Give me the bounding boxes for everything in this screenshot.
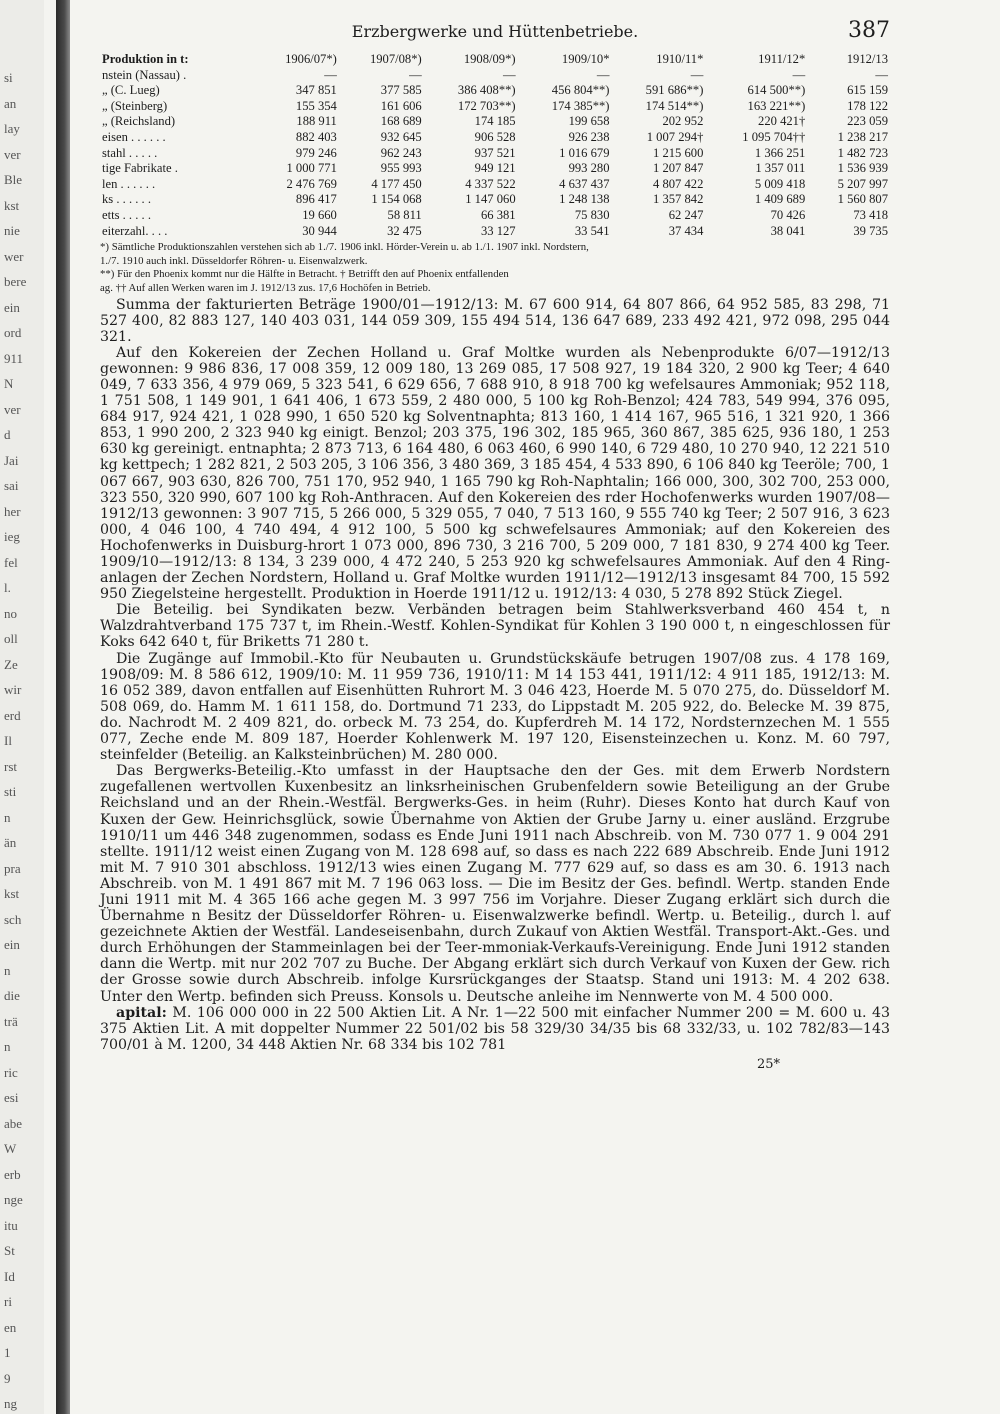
gutter-fragment: Ze xyxy=(4,656,18,672)
row-label: „ (Steinberg) xyxy=(102,98,168,113)
table-cell: 199 658 xyxy=(568,114,610,129)
row-label: „ (Reichsland) xyxy=(102,114,176,129)
gutter-fragment: itu xyxy=(4,1217,18,1233)
paragraph xyxy=(100,651,890,764)
row-label: etts . . . . . xyxy=(102,207,151,222)
table-cell: 937 521 xyxy=(474,145,516,160)
gutter-fragment: 911 xyxy=(4,350,24,366)
gutter-fragment: 9 xyxy=(4,1370,11,1386)
table-cell: 32 475 xyxy=(387,223,422,238)
gutter-fragment: esi xyxy=(4,1090,19,1105)
table-cell: 58 811 xyxy=(387,207,422,222)
paragraph-text: M. 106 000 000 in 22 500 Aktien Lit. A Nr. 1—22 500 mit einfacher Nummer 200 = M. 600 u. 43 375 Aktien Lit. A mit doppelter Nummer 22 501/02 bis 58 329/30 34/35 bis 68 332/33, u. 102 782/83—143 700/01 à M. 1200, 34 448 Aktien Nr. 68 334 bis 102 781 xyxy=(100,1004,890,1053)
table-cell: 1 409 689 xyxy=(754,192,806,207)
row-label: stahl . . . . . xyxy=(102,145,158,160)
paragraph xyxy=(100,602,890,650)
gutter-fragment: erd xyxy=(4,707,21,723)
footnotes xyxy=(100,241,890,294)
table-cell: 4 637 437 xyxy=(559,176,610,191)
gutter-fragment: lay xyxy=(4,121,20,136)
paragraph-text: Die Beteilig. bei Syndikaten bezw. Verbänden betragen beim Stahlwerksverband 460 454 t, n Walzdrahtverband 175 737 t, im Rhein.-Westf. Kohlen-Syndikat für Kohlen 3 190 000 t, n eingeschlossen für Koks 642 640 t, für Briketts 71 280 t. xyxy=(100,602,890,651)
gutter-fragment: her xyxy=(4,503,21,519)
gutter-fragment: ieg xyxy=(4,529,20,544)
table-cell: 1 248 138 xyxy=(559,192,610,207)
gutter-fragment: nie xyxy=(4,223,20,238)
table-cell: 38 041 xyxy=(770,223,806,238)
signature-mark: 25* xyxy=(756,1056,780,1072)
table-cell: 4 337 522 xyxy=(465,176,516,191)
table-row xyxy=(100,114,890,130)
table-cell: 1 147 060 xyxy=(465,192,516,207)
table-cell: 926 238 xyxy=(568,129,610,144)
production-column-header: 1908/09*) xyxy=(463,52,516,66)
table-cell: 1 000 771 xyxy=(286,161,337,176)
gutter-fragment: rst xyxy=(4,758,17,774)
table-cell: 155 354 xyxy=(295,98,337,113)
footnote: 1./7. 1910 auch inkl. Düsseldorfer Röhren- u. Eisenwalzwerk. xyxy=(100,254,368,267)
gutter-fragment: ver xyxy=(4,146,21,162)
table-cell: 1 366 251 xyxy=(754,145,806,160)
production-column-header: 1911/12* xyxy=(758,52,806,66)
body-text xyxy=(100,297,890,1053)
table-cell: 4 177 450 xyxy=(371,176,422,191)
table-cell: 932 645 xyxy=(380,129,422,144)
row-label: eiterzahl. . . . xyxy=(102,223,168,238)
table-cell: 1 016 679 xyxy=(559,145,610,160)
table-cell: 161 606 xyxy=(380,98,422,113)
table-cell: 73 418 xyxy=(853,207,888,222)
table-row xyxy=(100,99,890,115)
production-table-header xyxy=(100,52,890,68)
table-cell: 66 381 xyxy=(480,207,516,222)
table-row xyxy=(100,83,890,99)
table-cell: — xyxy=(792,67,806,82)
gutter-fragment: St xyxy=(4,1243,15,1258)
gutter-fragment: ri xyxy=(4,1294,12,1309)
table-row xyxy=(100,224,890,240)
table-cell: 993 280 xyxy=(568,161,610,176)
table-cell: 75 830 xyxy=(574,207,610,222)
production-table xyxy=(100,52,890,239)
gutter-fragment: en xyxy=(4,1319,17,1335)
gutter-fragment: n xyxy=(4,1039,11,1054)
gutter-fragment: n xyxy=(4,809,11,825)
gutter-fragment: si xyxy=(4,70,13,85)
gutter-fragment: W xyxy=(4,1141,17,1156)
gutter-fragment: die xyxy=(4,988,20,1003)
table-row xyxy=(100,192,890,208)
table-cell: 962 243 xyxy=(380,145,422,160)
gutter-fragment: nge xyxy=(4,1192,23,1207)
gutter-fragment: än xyxy=(4,835,17,850)
gutter-fragment: n xyxy=(4,962,11,978)
table-cell: — xyxy=(875,67,888,82)
gutter-fragment: ver xyxy=(4,401,21,417)
table-cell: 896 417 xyxy=(295,192,337,207)
table-cell: 62 247 xyxy=(668,207,704,222)
table-cell: 2 476 769 xyxy=(286,176,337,191)
table-cell: 979 246 xyxy=(295,145,337,160)
table-cell: 1 154 068 xyxy=(371,192,422,207)
footnote: *) Sämtliche Produktionszahlen verstehen sich ab 1./7. 1906 inkl. Hörder-Verein u. ab 1./1. 1907 inkl. Nordstern, xyxy=(100,241,589,254)
table-cell: 1 536 939 xyxy=(837,161,888,176)
table-cell: 163 221**) xyxy=(747,98,806,113)
gutter-fragment: an xyxy=(4,95,17,111)
gutter-fragment: abe xyxy=(4,1115,23,1131)
book-fold-shadow xyxy=(56,0,70,1414)
running-title: Erzbergwerke und Hüttenbetriebe. xyxy=(351,22,639,41)
gutter-fragment: N xyxy=(4,376,14,391)
footnote: **) Für den Phoenix kommt nur die Hälfte in Betracht. † Betrifft den auf Phoenix entfallenden xyxy=(100,268,509,281)
table-cell: 220 421† xyxy=(758,114,806,129)
gutter-fragment: fel xyxy=(4,554,18,570)
gutter-fragment: l. xyxy=(4,580,11,595)
table-cell: 174 385**) xyxy=(551,98,610,113)
table-cell: 37 434 xyxy=(668,223,704,238)
table-cell: 202 952 xyxy=(662,114,704,129)
table-cell: 188 911 xyxy=(296,114,337,129)
page-number: 387 xyxy=(848,18,890,43)
row-label: len . . . . . . xyxy=(102,176,156,191)
table-cell: 614 500**) xyxy=(747,83,806,98)
table-cell: 1 482 723 xyxy=(837,145,888,160)
row-label: tige Fabrikate . xyxy=(102,161,178,176)
table-cell: 39 735 xyxy=(853,223,888,238)
paragraph-text: Die Zugänge auf Immobil.-Kto für Neubauten u. Grundstückskäufe betrugen 1907/08 zus. 4 178 169, 1908/09: M. 8 586 612, 1909/10: M. 11 959 736, 1910/11: M 14 153 441, 1911/12: 4 911 185, 1912/13: M. 16 052 389, davon entfallen auf Eisenhütten Ruhrort M. 3 046 423, Hoerde M. 5 070 275, do. Düsseldorf M. 508 069, do. Hamm M. 1 611 158, do. Dortmund 71 233, do Lippstadt M. 205 922, do. Belecke M. 39 875, do. Nachrodt M. 2 409 821, do. orbeck M. 73 254, do. Kupferdreh M. 14 172, Nordsternzechen M. 1 555 077, Zeche ende M. 809 187, Hoerder Kohlenwerk M. 197 120, Eisensteinzechen u. Konz. M. 60 797, steinfelder (Beteilig. an Kalksteinbrüchen) M. 280 000. xyxy=(100,650,890,764)
table-row xyxy=(100,208,890,224)
left-page-gutter xyxy=(0,0,44,1414)
table-cell: 5 207 997 xyxy=(837,176,888,191)
gutter-fragment: sti xyxy=(4,784,17,799)
table-cell: 1 007 294† xyxy=(646,129,704,144)
paragraph xyxy=(100,763,890,1004)
table-cell: 1 207 847 xyxy=(653,161,704,176)
paragraph xyxy=(100,297,890,345)
table-cell: 30 944 xyxy=(302,223,337,238)
table-cell: 1 238 217 xyxy=(837,129,888,144)
table-row xyxy=(100,161,890,177)
table-cell: 882 403 xyxy=(295,129,337,144)
gutter-fragment: wer xyxy=(4,248,24,264)
table-cell: 19 660 xyxy=(302,207,337,222)
gutter-fragment: Jai xyxy=(4,452,19,468)
table-cell: 386 408**) xyxy=(457,83,516,98)
table-cell: 168 689 xyxy=(380,114,422,129)
table-cell: — xyxy=(324,67,337,82)
gutter-fragment: Id xyxy=(4,1268,15,1284)
production-column-header: 1906/07*) xyxy=(285,52,337,66)
gutter-fragment: Il xyxy=(4,733,12,748)
row-label: „ (C. Lueg) xyxy=(102,83,160,98)
paragraph-text: Auf den Kokereien der Zechen Holland u. Graf Moltke wurden als Nebenprodukte 6/07—1912/13 gewonnen: 9 986 836, 17 008 359, 12 009 180, 13 269 085, 17 508 927, 19 184 320, 2 900 kg Teer; 4 640 049, 7 633 356, 4 979 069, 5 323 541, 6 629 656, 7 688 910, 8 918 700 kg wefelsaures Ammoniak; 952 118, 1 751 508, 1 149 901, 1 641 406, 1 673 559, 2 480 000, 5 100 kg Roh-Benzol; 424 783, 549 994, 376 095, 684 917, 924 421, 1 028 990, 1 650 520 kg Solventnaphta; 813 160, 1 414 167, 965 516, 1 321 920, 1 366 853, 1 990 200, 2 323 940 kg einigt. Benzol; 203 375, 196 302, 185 965, 360 867, 385 625, 936 180, 1 253 630 kg gereinigt. entnaphta; 2 873 713, 6 164 480, 6 063 460, 6 990 140, 6 729 480, 10 270 940, 12 221 510 kg kettpech; 1 282 821, 2 503 205, 3 106 356, 3 480 369, 3 185 454, 4 533 890, 6 106 840 kg Teeröle; 700, 1 067 667, 903 630, 826 700, 751 170, 952 940, 1 165 790 kg Roh-Naphtalin; 166 000, 300, 302 700, 253 000, 323 550, 320 990, 607 100 kg Roh-Anthracen. Auf den Kokereien des rder Hochofenwerks wurden 1907/08—1912/13 gewonnen: 3 907 715, 5 266 000, 5 329 055, 7 040, 7 513 160, 9 555 740 kg Teer; 2 507 916, 3 623 000, 4 046 100, 4 740 494, 4 912 100, 5 500 kg schwefelsaures Ammoniak; auf den Kokereien des Hochofenwerks in Duisburg-hrort 1 073 000, 896 730, 3 216 700, 5 209 000, 7 181 830, 9 274 400 kg Teer. 1909/10—1912/13: 8 134, 3 239 000, 4 472 240, 5 253 920 kg schwefelsaures Ammoniak. Auf den 4 Ring-anlagen der Zechen Nordstern, Holland u. Graf Moltke wurden 1911/12—1912/13 insgesamt 84 700, 15 592 950 Ziegelsteine hergestellt. Produktion in Hoerde 1911/12 u. 1912/13: 4 030, 5 278 892 Stück Ziegel. xyxy=(100,344,890,603)
gutter-fragment: ein xyxy=(4,299,20,315)
gutter-fragment: sch xyxy=(4,911,22,927)
table-cell: — xyxy=(690,67,704,82)
table-cell: 172 703**) xyxy=(457,98,516,113)
production-column-header: 1907/08*) xyxy=(369,52,422,66)
table-cell: — xyxy=(596,67,610,82)
footnote: ag. †† Auf allen Werken waren im J. 1912/13 zus. 17,6 Hochöfen in Betrieb. xyxy=(100,281,431,294)
production-heading: Produktion in t: xyxy=(102,52,189,66)
table-row xyxy=(100,68,890,84)
row-label: eisen . . . . . . xyxy=(102,129,166,144)
row-label: nstein (Nassau) . xyxy=(102,67,187,82)
gutter-fragment: kst xyxy=(4,197,20,213)
gutter-fragment: sai xyxy=(4,478,19,493)
gutter-fragment: ein xyxy=(4,937,20,952)
table-cell: 949 121 xyxy=(474,161,516,176)
gutter-fragment: 1 xyxy=(4,1345,11,1360)
table-cell: 174 185 xyxy=(474,114,516,129)
table-cell: — xyxy=(409,67,422,82)
table-cell: 5 009 418 xyxy=(754,176,806,191)
table-cell: 33 541 xyxy=(574,223,610,238)
gutter-fragment: kst xyxy=(4,886,20,901)
gutter-fragment: erb xyxy=(4,1166,21,1182)
table-row xyxy=(100,177,890,193)
table-cell: 347 851 xyxy=(295,83,337,98)
table-cell: 615 159 xyxy=(847,83,888,98)
paragraph-text: Summa der fakturierten Beträge 1900/01—1912/13: M. 67 600 914, 64 807 866, 64 952 585, 83 298, 71 527 400, 82 883 127, 140 403 031, 144 059 309, 155 494 514, 136 647 689, 233 492 421, 972 098, 295 044 321. xyxy=(100,296,890,345)
table-cell: 174 514**) xyxy=(645,98,704,113)
table-cell: 1 357 842 xyxy=(653,192,704,207)
running-head xyxy=(100,18,890,48)
table-row xyxy=(100,146,890,162)
paragraph-lead: apital: xyxy=(116,1004,167,1021)
table-cell: 1 215 600 xyxy=(653,145,704,160)
paragraph-text: Das Bergwerks-Beteilig.-Kto umfasst in der Hauptsache den der Ges. mit dem Erwerb Nordstern zugefallenen wertvollen Kuxenbesitz an linksrheinischen Grubenfeldern sowie Beteiligung an der Grube Reichsland und an der Rhein.-Westfäl. Bergwerks-Ges. in heim (Ruhr). Dieses Konto hat durch Kauf von Kuxen der Gew. Heinrichsglück, sowie Übernahme von Aktien der Grube Jarny u. einer ausländ. Erzgrube 1910/11 um 446 348 zugenommen, sodass es Ende Juni 1911 nach Abschreib. von M. 730 077 1. 9 004 291 stellte. 1911/12 weist einen Zugang von M. 128 698 auf, so dass es nach 222 689 Abschreib. Ende Juni 1912 mit M. 7 910 301 abschloss. 1912/13 wies einen Zugang M. 777 629 auf, so dass es am 30. 6. 1913 nach Abschreib. von M. 1 491 867 mit M. 7 196 063 loss. — Die im Besitz der Ges. befindl. Wertp. standen Ende Juni 1911 mit M. 4 365 166 ache gegen M. 3 997 756 im Vorjahre. Dieser Zugang erklärt sich durch die Übernahme n Besitz der Düsseldorfer Röhren- u. Eisenwalzwerke befindl. Wertp. u. Beteilig., durch l. auf gezeichnete Aktien der Westfäl. Landeseisenbahn, durch Zukauf von Aktien Westfäl. Transport-Akt.-Ges. und durch Erhöhungen der Stammeinlagen bei der Teer-mmoniak-Verkaufs-Vereinigung. Ende Juni 1912 standen dann die Wertp. mit nur 202 707 zu Buche. Der Abgang erklärt sich durch Verkauf von Kuxen der Gew. rich der Grosse sowie durch Abschreib. infolge Kursrückganges der Staatsp. Stand uni 1913: M. 4 202 638. Unter den Wertp. befinden sich Preuss. Konsols u. Deutsche anleihe im Nennwerte von M. 4 500 000. xyxy=(100,763,890,1005)
paragraph xyxy=(100,345,890,603)
table-cell: 70 426 xyxy=(770,207,806,222)
row-label: ks . . . . . . xyxy=(102,192,151,207)
table-cell: 33 127 xyxy=(480,223,516,238)
paragraph xyxy=(100,1005,890,1053)
production-column-header: 1909/10* xyxy=(561,52,610,66)
gutter-fragment: wir xyxy=(4,682,22,697)
gutter-fragment: Ble xyxy=(4,172,23,187)
gutter-fragment: pra xyxy=(4,860,21,876)
gutter-fragment: ng xyxy=(4,1396,17,1411)
production-column-header: 1910/11* xyxy=(656,52,704,66)
page xyxy=(100,18,890,1072)
table-row xyxy=(100,130,890,146)
table-cell: 377 585 xyxy=(380,83,422,98)
gutter-fragment: ric xyxy=(4,1064,18,1080)
table-cell: 591 686**) xyxy=(645,83,704,98)
gutter-fragment: d xyxy=(4,427,11,442)
gutter-fragment: trä xyxy=(4,1013,18,1029)
table-cell: — xyxy=(503,67,516,82)
gutter-fragment: no xyxy=(4,605,17,621)
gutter-fragment: bere xyxy=(4,274,27,289)
table-cell: 955 993 xyxy=(380,161,422,176)
table-cell: 1 560 807 xyxy=(837,192,888,207)
gutter-fragment: oll xyxy=(4,631,18,646)
gutter-fragment: ord xyxy=(4,325,22,340)
production-column-header: 1912/13 xyxy=(846,52,888,66)
table-cell: 223 059 xyxy=(847,114,888,129)
table-cell: 1 357 011 xyxy=(755,161,806,176)
table-cell: 4 807 422 xyxy=(653,176,704,191)
table-cell: 456 804**) xyxy=(551,83,610,98)
table-cell: 906 528 xyxy=(474,129,516,144)
table-cell: 178 122 xyxy=(847,98,888,113)
table-cell: 1 095 704†† xyxy=(742,129,806,144)
